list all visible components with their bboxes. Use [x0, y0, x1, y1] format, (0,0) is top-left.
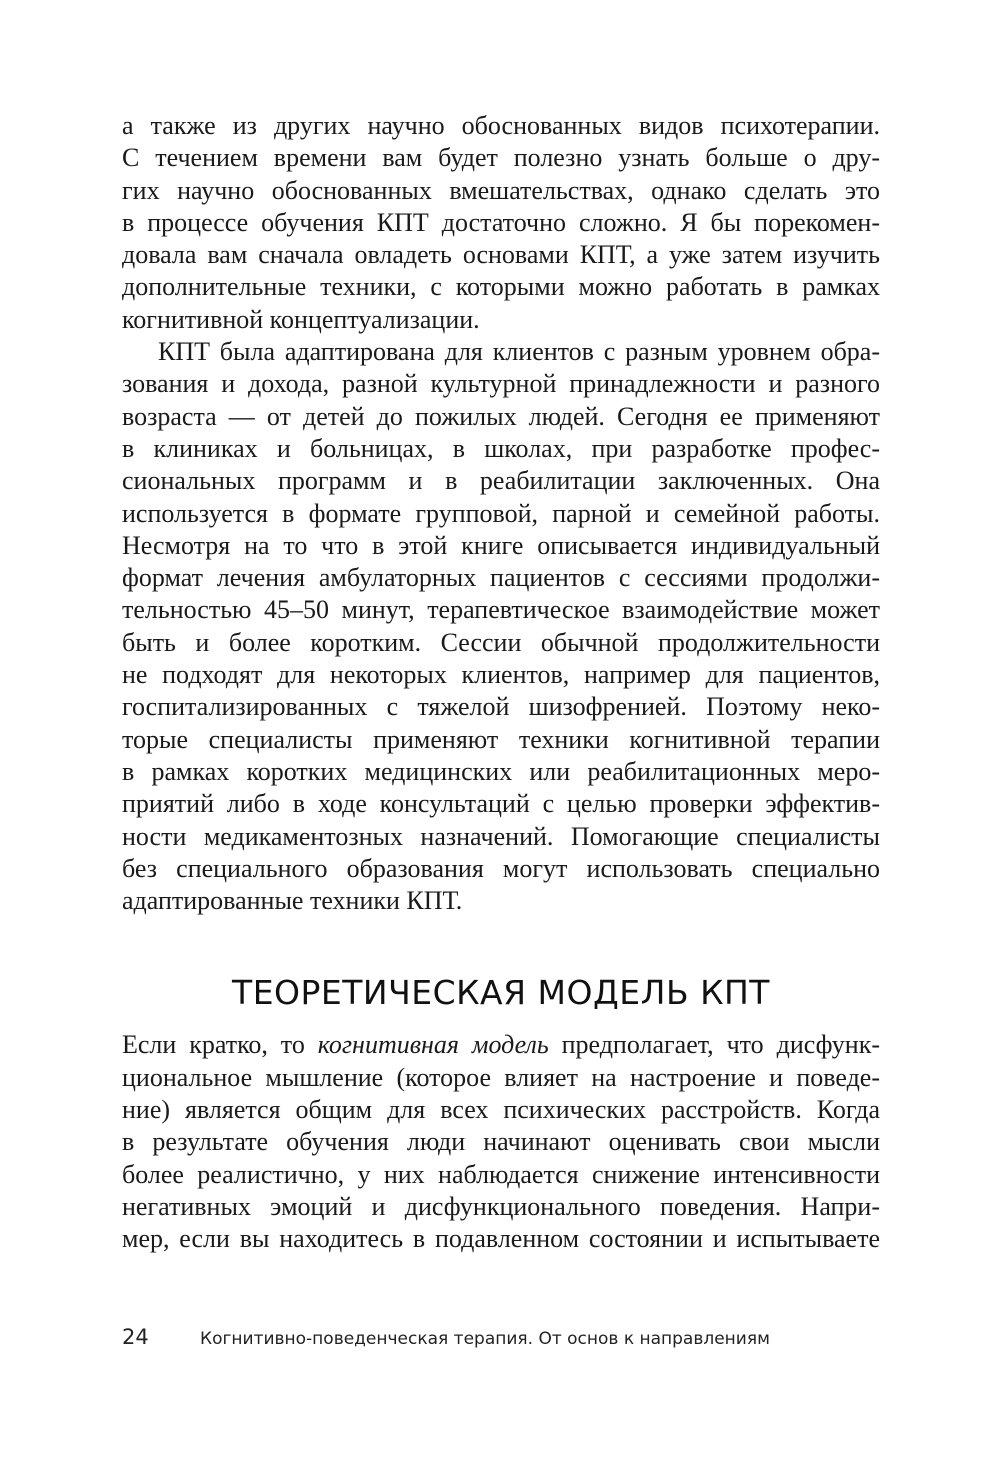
text-line: в процессе обучения КПТ достаточно сложно. Я бы порекомен- [122, 207, 880, 237]
text-line: ние) является общим для всех психических расстройств. Когда [122, 1095, 880, 1125]
text-line: циональное мышление (которое влияет на настроение и поведе- [122, 1062, 880, 1092]
paragraph-3 [122, 1029, 880, 1255]
running-title: Когнитивно-поведенческая терапия. От основ к направлениям [200, 1329, 770, 1349]
text-segment: предполагает, что дисфунк- [548, 1030, 880, 1060]
italic-term: когнитивная модель [317, 1030, 549, 1060]
text-line: дополнительные техники, с которыми можно работать в рамках [122, 272, 880, 302]
text-line: не подходят для некоторых клиентов, например для пациентов, [122, 660, 880, 690]
text-line: адаптированные техники КПТ. [122, 886, 463, 916]
page-body [122, 110, 880, 1256]
text-line [122, 1029, 880, 1061]
text-line: зования и дохода, разной культурной принадлежности и разного [122, 369, 880, 399]
text-line: С течением времени вам будет полезно узнать больше о дру- [122, 143, 880, 173]
text-line: когнитивной концептуализации. [122, 304, 480, 334]
text-line: Несмотря на то что в этой книге описывается индивидуальный [122, 530, 880, 560]
text-line: более реалистично, у них наблюдается снижение интенсивности [122, 1159, 880, 1189]
text-line: а также из других научно обоснованных видов психотерапии. [122, 111, 880, 140]
text-line: ности медикаментозных назначений. Помогающие специалисты [122, 821, 880, 851]
page-number: 24 [122, 1325, 149, 1349]
section-heading: ТЕОРЕТИЧЕСКАЯ МОДЕЛЬ КПТ [232, 973, 770, 1013]
text-line: в рамках коротких медицинских или реабилитационных меро- [122, 756, 880, 786]
text-line: гих научно обоснованных вмешательствах, однако сделать это [122, 175, 880, 205]
text-line: без специального образования могут использовать специально [122, 853, 880, 883]
text-line: мер, если вы находитесь в подавленном состоянии и испытываете [122, 1224, 880, 1254]
text-line: приятий либо в ходе консультаций с целью проверки эффектив- [122, 789, 880, 819]
text-segment: Если кратко, то [122, 1030, 318, 1060]
text-line: в клиниках и больницах, в школах, при разработке профес- [122, 433, 880, 463]
text-line: сиональных программ и в реабилитации заключенных. Она [122, 466, 880, 496]
text-line: быть и более коротким. Сессии обычной продолжительности [122, 627, 880, 657]
text-line: формат лечения амбулаторных пациентов с сессиями продолжи- [122, 563, 880, 593]
text-line: в результате обучения люди начинают оценивать свои мысли [122, 1127, 880, 1157]
text-line: негативных эмоций и дисфункционального поведения. Напри- [122, 1191, 880, 1221]
text-line: довала вам сначала овладеть основами КПТ, а уже затем изучить [122, 240, 880, 270]
text-line: госпитализированных с тяжелой шизофренией. Поэтому неко- [122, 692, 880, 722]
text-line: используется в формате групповой, парной и семейной работы. [122, 498, 880, 528]
paragraph-2 [122, 336, 880, 917]
text-line: возраста — от детей до пожилых людей. Сегодня ее применяют [122, 401, 880, 431]
text-line: КПТ была адаптирована для клиентов с разным уровнем обра- [158, 337, 880, 367]
paragraph-1 [122, 110, 880, 336]
page-footer [122, 1325, 880, 1349]
text-line: тельностью 45–50 минут, терапевтическое взаимодействие может [122, 595, 880, 625]
text-line: торые специалисты применяют техники когнитивной терапии [122, 724, 880, 754]
